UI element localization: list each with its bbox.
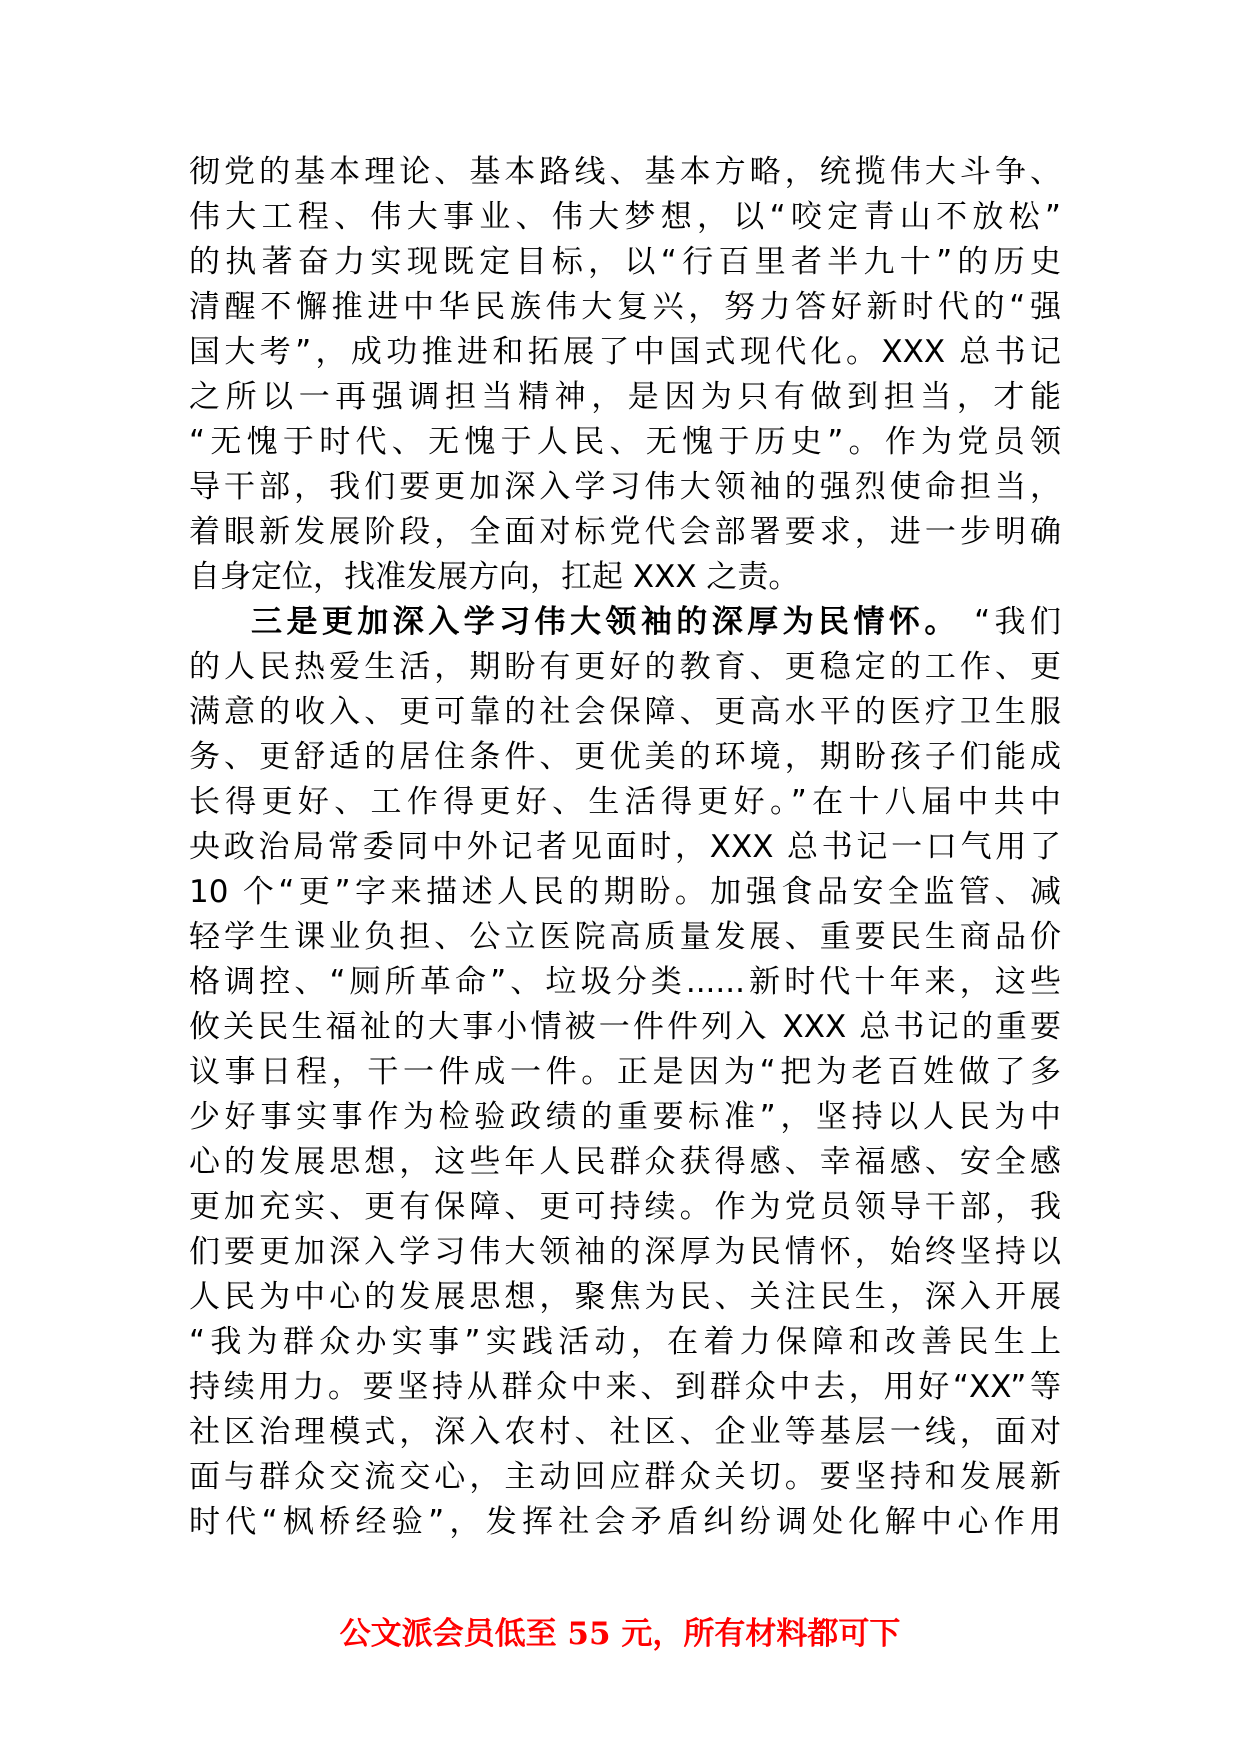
paragraph-line: 伟大工程、伟大事业、伟大梦想，以“咬定青山不放松” xyxy=(189,199,1061,235)
document-body xyxy=(189,150,1061,1545)
paragraph-line: 满意的收入、更可靠的社会保障、更高水平的医疗卫生服 xyxy=(189,694,1061,730)
paragraph-line: 们要更加深入学习伟大领袖的深厚为民情怀，始终坚持以 xyxy=(189,1234,1061,1270)
paragraph-line: 10 个“更”字来描述人民的期盼。加强食品安全监管、减 xyxy=(189,874,1061,910)
paragraph-line: 导干部，我们要更加深入学习伟大领袖的强烈使命担当， xyxy=(189,469,1061,505)
paragraph-line: “我为群众办实事”实践活动，在着力保障和改善民生上 xyxy=(189,1324,1061,1360)
section-three xyxy=(189,600,1061,1545)
paragraph-line: 彻党的基本理论、基本路线、基本方略，统揽伟大斗争、 xyxy=(189,154,1061,190)
paragraph-line: 之所以一再强调担当精神，是因为只有做到担当，才能 xyxy=(189,379,1061,415)
paragraph-line: 央政治局常委同中外记者见面时，XXX 总书记一口气用了 xyxy=(189,829,1061,865)
paragraph-line: “无愧于时代、无愧于人民、无愧于历史”。作为党员领 xyxy=(189,424,1061,460)
section-heading-tail: “我们 xyxy=(974,604,1061,640)
paragraph-line: 人民为中心的发展思想，聚焦为民、关注民生，深入开展 xyxy=(189,1279,1061,1315)
paragraph-one xyxy=(189,150,1061,600)
paragraph-line: 时代“枫桥经验”，发挥社会矛盾纠纷调处化解中心作用 xyxy=(189,1504,1061,1540)
paragraph-line: 自身定位，找准发展方向，扛起 XXX 之责。 xyxy=(189,559,800,595)
paragraph-line: 着眼新发展阶段，全面对标党代会部署要求，进一步明确 xyxy=(189,514,1061,550)
paragraph-line: 攸关民生福祉的大事小情被一件件列入 XXX 总书记的重要 xyxy=(189,1009,1061,1045)
paragraph-line: 格调控、“厕所革命”、垃圾分类......新时代十年来，这些 xyxy=(189,964,1061,1000)
paragraph-line: 务、更舒适的居住条件、更优美的环境，期盼孩子们能成 xyxy=(189,739,1061,775)
paragraph-line: 社区治理模式，深入农村、社区、企业等基层一线，面对 xyxy=(189,1414,1061,1450)
paragraph-line: 清醒不懈推进中华民族伟大复兴，努力答好新时代的“强 xyxy=(189,289,1061,325)
section-heading: 三是更加深入学习伟大领袖的深厚为民情怀。 xyxy=(251,604,960,640)
paragraph-line: 轻学生课业负担、公立医院高质量发展、重要民生商品价 xyxy=(189,919,1061,955)
paragraph-line: 少好事实事作为检验政绩的重要标准”，坚持以人民为中 xyxy=(189,1099,1061,1135)
paragraph-line: 的执著奋力实现既定目标，以“行百里者半九十”的历史 xyxy=(189,244,1061,280)
paragraph-line: 议事日程，干一件成一件。正是因为“把为老百姓做了多 xyxy=(189,1054,1061,1090)
section-heading-line xyxy=(189,600,1061,645)
paragraph-line: 更加充实、更有保障、更可持续。作为党员领导干部，我 xyxy=(189,1189,1061,1225)
paragraph-line: 面与群众交流交心，主动回应群众关切。要坚持和发展新 xyxy=(189,1459,1061,1495)
paragraph-line: 心的发展思想，这些年人民群众获得感、幸福感、安全感 xyxy=(189,1144,1061,1180)
promo-banner[interactable]: 公文派会员低至 55 元，所有材料都可下 xyxy=(339,1616,901,1652)
paragraph-line: 持续用力。要坚持从群众中来、到群众中去，用好“XX”等 xyxy=(189,1369,1061,1405)
paragraph-line: 国大考”，成功推进和拓展了中国式现代化。XXX 总书记 xyxy=(189,334,1061,370)
paragraph-line: 长得更好、工作得更好、生活得更好。”在十八届中共中 xyxy=(189,784,1061,820)
paragraph-line: 的人民热爱生活，期盼有更好的教育、更稳定的工作、更 xyxy=(189,649,1061,685)
